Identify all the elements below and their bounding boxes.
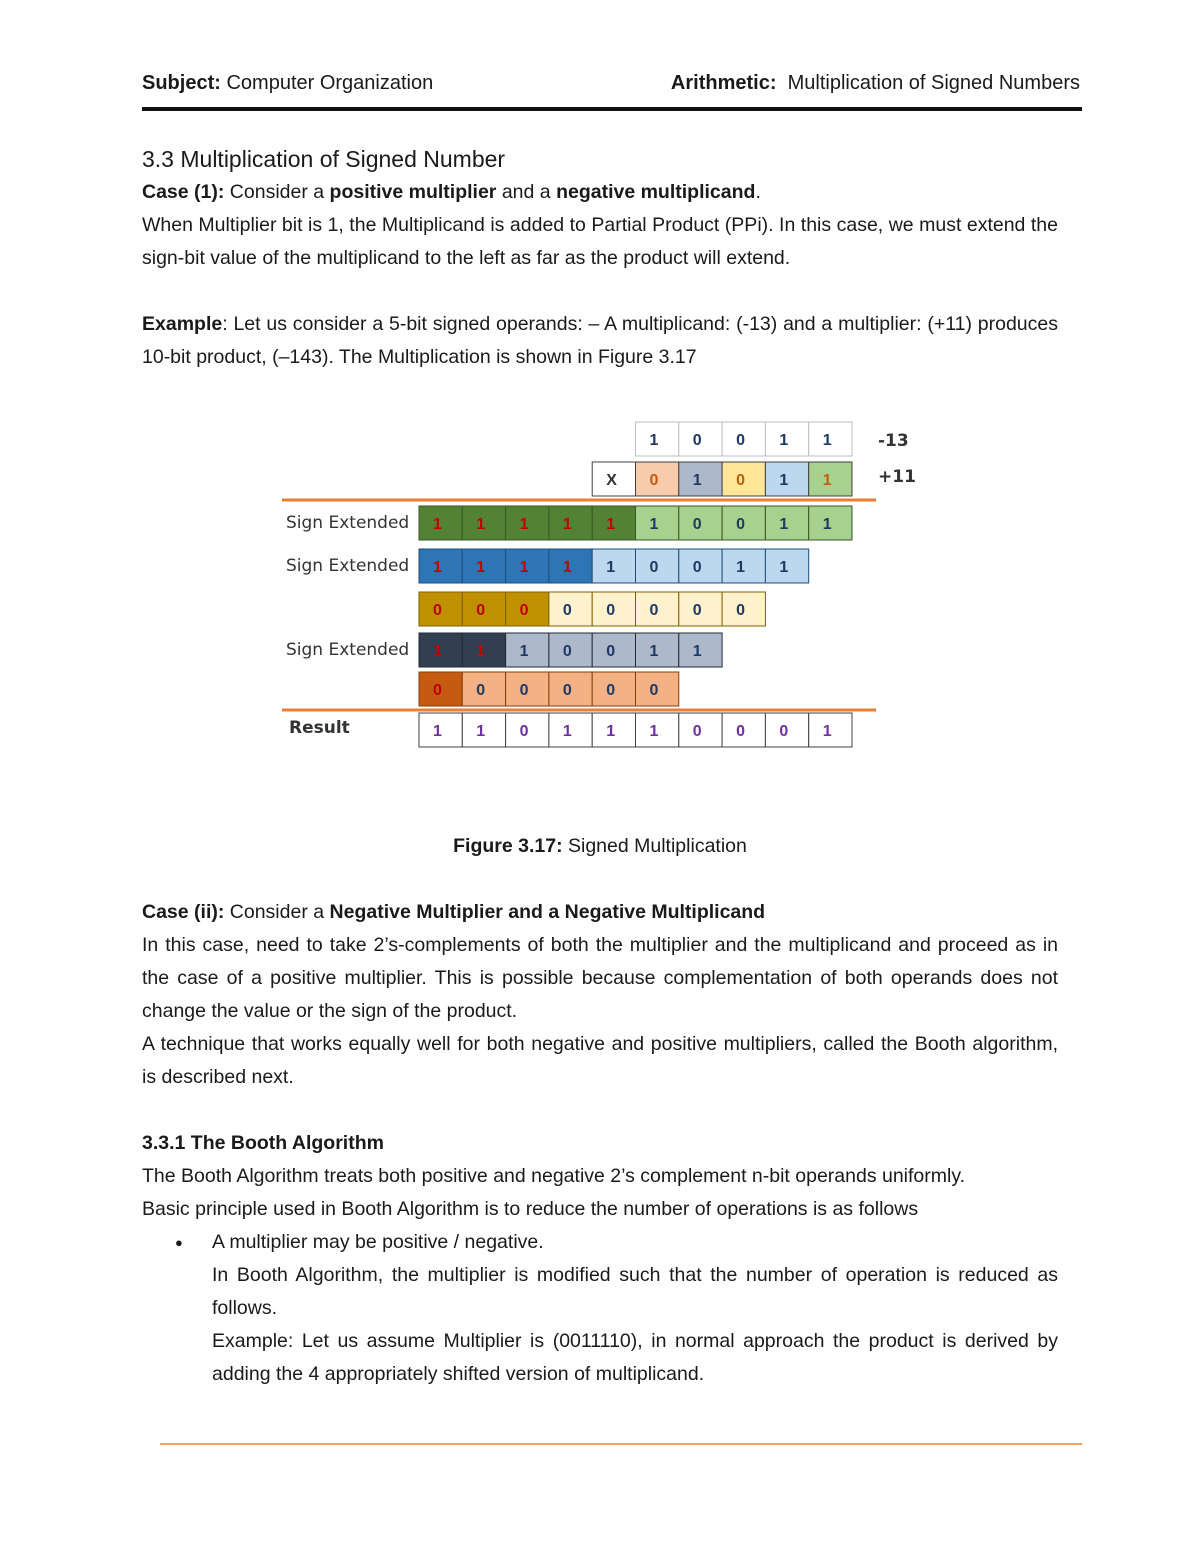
partial-product-5-bit-digit: 0 [433,682,442,699]
bullet-paragraph-2: Example: Let us assume Multiplier is (0011110), in normal approach the product is derived by adding the 4 appropriately shifted version of multiplicand. [212,1330,1058,1385]
figure-3-17 [142,400,1058,830]
partial-product-1-bit-digit: 1 [606,516,616,533]
multiplicand-bit-digit: 1 [649,432,659,449]
partial-product-4-bit-digit: 1 [649,643,659,660]
partial-product-5-bit-digit: 0 [649,682,659,699]
multiplier-value-label: +11 [878,467,916,487]
section-title: 3.3 Multiplication of Signed Number [142,146,506,172]
multiplier-bit-digit: 0 [649,472,659,489]
partial-product-2-bit-digit: 1 [476,559,486,576]
result-bit-digit: 1 [822,723,832,740]
header-topic: Arithmetic: Multiplication of Signed Numbers [670,72,1080,94]
partial-product-4-bit-digit: 1 [519,643,529,660]
booth-paragraph-1: The Booth Algorithm treats both positive and negative 2’s complement n-bit operands uniformly. [142,1165,966,1187]
partial-product-2-bit-digit: 1 [779,559,789,576]
partial-product-3-bit-digit: 0 [736,602,746,619]
case2-paragraph: In this case, need to take 2’s-complements of both the multiplier and the multiplicand and proceed as in the case of a positive multiplier. This is possible because complementation of both operands does not change the value or the sign of the product. [142,934,1058,1022]
row-label-2: Sign Extended [286,556,410,576]
case1-paragraph: When Multiplier bit is 1, the Multiplicand is added to Partial Product (PPi). In this case, we must extend the sign-bit value of the multiplicand to the left as far as the product will extend. [142,214,1058,269]
result-bit-digit: 1 [562,723,572,740]
partial-product-1-bit-digit: 1 [433,516,442,533]
partial-product-3-bit-digit: 0 [562,602,572,619]
footer-rule [160,1443,1082,1445]
multiplicand-bit-digit: 1 [822,432,832,449]
result-bit-digit: 1 [606,723,616,740]
multiplier-bit-digit: 1 [692,472,702,489]
multiplicand-bit-digit: 0 [692,432,702,449]
multiplicand-value-label: -13 [878,431,909,451]
partial-product-1-bit-digit: 1 [822,516,832,533]
partial-product-3-bit-digit: 0 [606,602,616,619]
booth-bullet-list [142,1226,1058,1391]
bullet-paragraph-1: In Booth Algorithm, the multiplier is modified such that the number of operation is reduced as follows. [212,1264,1058,1319]
multiplicand-bit-digit: 1 [779,432,789,449]
booth-paragraph-2: Basic principle used in Booth Algorithm is to reduce the number of operations is as follows [142,1198,919,1220]
partial-product-1-bit-digit: 1 [519,516,529,533]
partial-product-4-bit-digit: 1 [433,643,442,660]
result-bit-digit: 0 [692,723,702,740]
partial-product-4-bit-digit: 0 [562,643,572,660]
partial-product-5-bit-digit: 0 [476,682,486,699]
partial-product-3-bit-digit: 0 [433,602,442,619]
example-paragraph: Example: Let us consider a 5-bit signed operands: – A multiplicand: (-13) and a multiplier: (+11) produces 10-bit product, (–143). The Multiplication is shown in Figure 3.17 [142,313,1058,368]
result-label: Result [289,718,350,738]
partial-product-3-bit-digit: 0 [476,602,486,619]
partial-product-2-bit-digit: 1 [519,559,529,576]
partial-product-2-bit-digit: 0 [649,559,659,576]
partial-product-1-bit-digit: 0 [736,516,746,533]
partial-product-1-bit-digit: 1 [562,516,572,533]
multiplier-bit-digit: 0 [736,472,746,489]
multiplier-bit-digit: 1 [822,472,832,489]
header-rule [142,107,1082,111]
multiplicand-bit-digit: 0 [736,432,746,449]
list-item: ● A multiplier may be positive / negative. In Booth Algorithm, the multiplier is modified such that the number of operation is reduced as follows. Example: Let us assume Multiplier is (0011110), in normal approach the product is derived by adding the 4 appropriately shifted version of multiplicand. [212,1226,1058,1391]
partial-product-3-bit-digit: 0 [649,602,659,619]
partial-product-4-bit-digit: 1 [476,643,486,660]
partial-product-3-bit-digit: 0 [692,602,702,619]
partial-product-4-bit-digit: 0 [606,643,616,660]
partial-product-1-bit-digit: 1 [649,516,659,533]
case1-line: Case (1): Consider a positive multiplier and a negative multiplicand. [142,181,761,203]
partial-product-1-bit-digit: 1 [779,516,789,533]
booth-title: 3.3.1 The Booth Algorithm [142,1132,384,1154]
result-bit-digit: 1 [649,723,659,740]
partial-product-3-bit-digit: 0 [519,602,529,619]
partial-product-2-bit-digit: 1 [562,559,572,576]
partial-product-4-bit-digit: 1 [692,643,702,660]
multiplier-bit-digit: 1 [779,472,789,489]
figure-caption: Figure 3.17: Signed Multiplication [453,835,747,857]
partial-product-1-bit-digit: 0 [692,516,702,533]
partial-product-2-bit-digit: 1 [606,559,616,576]
result-bit-digit: 0 [519,723,529,740]
case2-line: Case (ii): Consider a Negative Multiplier and a Negative Multiplicand [142,901,766,923]
result-bit-digit: 0 [736,723,746,740]
partial-product-2-bit-digit: 1 [736,559,746,576]
partial-product-2-bit-digit: 0 [692,559,702,576]
row-label-4: Sign Extended [286,640,410,660]
booth-intro-paragraph: A technique that works equally well for both negative and positive multipliers, called the Booth algorithm, is described next. [142,1033,1058,1088]
partial-product-5-bit-digit: 0 [519,682,529,699]
result-bit-digit: 1 [433,723,442,740]
partial-product-1-bit-digit: 1 [476,516,486,533]
page-header [142,72,1080,102]
signed-multiplication-diagram [0,400,1200,830]
page-content [142,142,1058,1391]
partial-product-2-bit-digit: 1 [433,559,442,576]
partial-product-5-bit-digit: 0 [562,682,572,699]
header-subject: Subject: Computer Organization [142,72,434,94]
result-bit-digit: 0 [779,723,789,740]
result-bit-digit: 1 [476,723,486,740]
row-label-1: Sign Extended [286,513,410,533]
times-symbol-digit: X [606,472,617,489]
partial-product-5-bit-digit: 0 [606,682,616,699]
